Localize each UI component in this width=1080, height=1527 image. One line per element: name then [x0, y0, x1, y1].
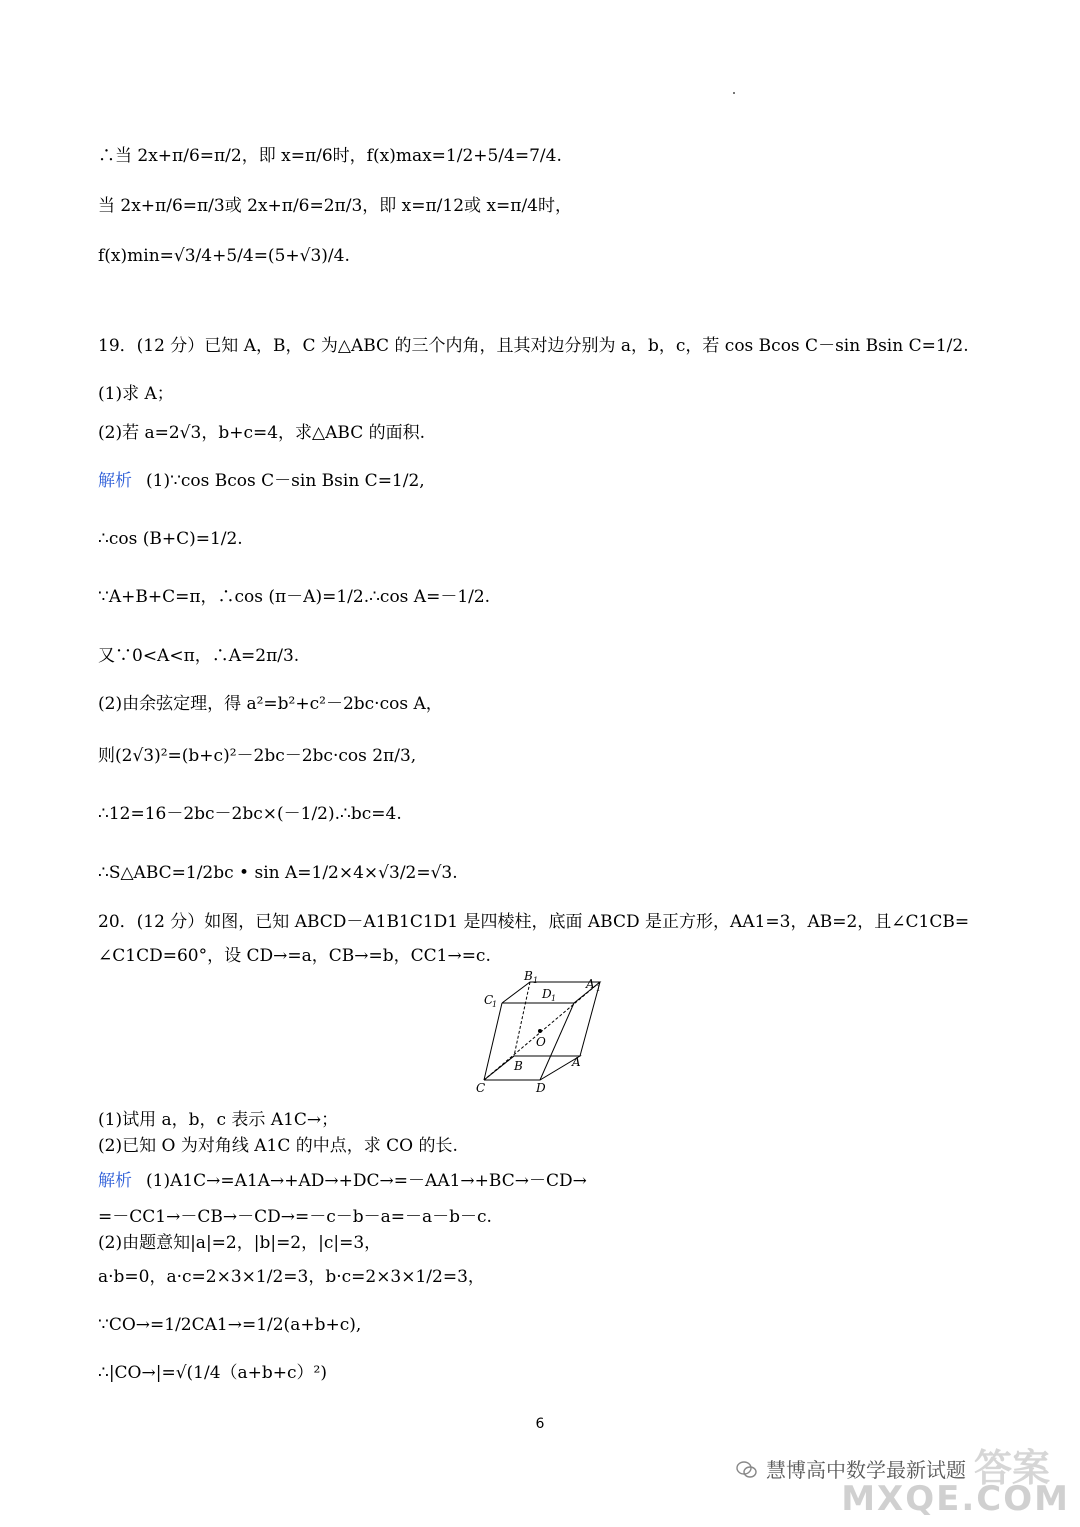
- label-B1: B: [524, 969, 533, 983]
- text-line-6: [98, 422, 425, 444]
- line-text: ∴12=16－2bc－2bc×(－1/2).∴bc=4.: [98, 804, 402, 824]
- line-text: ∴当 2x+π/6=π/2，即 x=π/6时，f(x)max=1/2+5/4=7/4.: [98, 146, 562, 166]
- text-line-22: [98, 1266, 485, 1288]
- label-D: D: [536, 1081, 546, 1095]
- line-text: (1)求 A；: [98, 384, 174, 404]
- line-text: (1)A1C→=A1A→+AD→+DC→=－AA1→+BC→－CD→: [146, 1171, 587, 1191]
- text-line-24: [98, 1362, 327, 1384]
- line-text: ∴|CO→|=√(1/4（a+b+c）²): [98, 1363, 328, 1383]
- text-line-21: [98, 1232, 381, 1254]
- text-line-12: [98, 745, 416, 767]
- svg-text:1: 1: [492, 1000, 498, 1009]
- line-text: 19．(12 分）已知 A，B，C 为△ABC 的三个内角，且其对边分别为 a，b，c，若 cos Bcos C－sin Bsin C=1/2.: [98, 336, 969, 356]
- text-line-5: [98, 383, 174, 405]
- text-line-14: [98, 862, 458, 884]
- text-line-8: [98, 528, 243, 550]
- text-line-20: [98, 1206, 492, 1228]
- line-text: ∴S△ABC=1/2bc • sin A=1/2×4×√3/2=√3.: [98, 863, 458, 883]
- text-line-3: [98, 245, 350, 267]
- label-B: B: [514, 1059, 523, 1073]
- text-line-13: [98, 803, 402, 825]
- line-text: (1)∵cos Bcos C－sin Bsin C=1/2,: [146, 471, 425, 491]
- text-line-11: [98, 693, 443, 715]
- prism-figure: [470, 968, 610, 1098]
- svg-text:1: 1: [596, 984, 602, 993]
- label-A: A: [572, 1055, 581, 1069]
- line-text: ∠C1CD=60°，设 CD→=a，CB→=b，CC1→=c.: [98, 946, 491, 966]
- line-text: 则(2√3)²=(b+c)²－2bc－2bc·cos 2π/3,: [98, 746, 417, 766]
- analysis-label: 解析: [98, 1171, 132, 1191]
- logo-top-text: 答案: [973, 1446, 1050, 1490]
- line-text: 当 2x+π/6=π/3或 2x+π/6=2π/3，即 x=π/12或 x=π/4时，: [98, 196, 572, 216]
- line-text: ∵A+B+C=π，∴cos (π－A)=1/2.∴cos A=－1/2.: [98, 587, 491, 607]
- page-number: 6: [535, 1416, 545, 1432]
- text-line-7: [98, 470, 425, 492]
- text-line-10: [98, 645, 299, 667]
- line-text: 20．(12 分）如图，已知 ABCD－A1B1C1D1 是四棱柱，底面 ABCD 是正方形，AA1=3，AB=2，且∠C1CB=: [98, 912, 970, 932]
- svg-text:1: 1: [533, 976, 539, 985]
- line-text: ∴cos (B+C)=1/2.: [98, 529, 243, 549]
- stray-dot: [733, 92, 735, 94]
- line-text: (2)已知 O 为对角线 A1C 的中点，求 CO 的长.: [98, 1136, 458, 1156]
- label-O: O: [536, 1035, 546, 1049]
- svg-text:1: 1: [551, 994, 557, 1003]
- text-line-17: [98, 1109, 338, 1131]
- text-line-15: [98, 911, 969, 933]
- text-line-16: [98, 945, 491, 967]
- text-line-23: [98, 1314, 361, 1336]
- wechat-icon: [736, 1460, 758, 1478]
- label-D1: D: [542, 987, 552, 1001]
- label-C1: C: [484, 993, 494, 1007]
- line-text: (2)由题意知|a|=2，|b|=2，|c|=3，: [98, 1233, 382, 1253]
- logo-site-text: MXQE.COM: [841, 1479, 1070, 1519]
- line-text: ∵CO→=1/2CA1→=1/2(a+b+c),: [98, 1315, 362, 1335]
- text-line-18: [98, 1135, 458, 1157]
- line-text: 又∵0<A<π，∴A=2π/3.: [98, 646, 300, 666]
- text-line-4: [98, 335, 969, 357]
- text-line-2: [98, 195, 572, 217]
- line-text: f(x)min=√3/4+5/4=(5+√3)/4.: [98, 246, 350, 266]
- label-C: C: [476, 1081, 486, 1095]
- line-text: (2)若 a=2√3，b+c=4，求△ABC 的面积.: [98, 423, 426, 443]
- text-line-1: [98, 145, 562, 167]
- label-A1: A: [586, 977, 595, 991]
- line-text: (1)试用 a，b，c 表示 A1C→；: [98, 1110, 339, 1130]
- text-line-19: [98, 1170, 587, 1192]
- text-line-9: [98, 586, 490, 608]
- line-text: (2)由余弦定理，得 a²=b²+c²－2bc·cos A，: [98, 694, 443, 714]
- analysis-label: 解析: [98, 471, 132, 491]
- watermark-account: 慧博高中数学最新试题: [766, 1458, 966, 1482]
- line-text: =－CC1→－CB→－CD→=－c－b－a=－a－b－c.: [98, 1207, 492, 1227]
- line-text: a·b=0，a·c=2×3×1/2=3，b·c=2×3×1/2=3，: [98, 1267, 485, 1287]
